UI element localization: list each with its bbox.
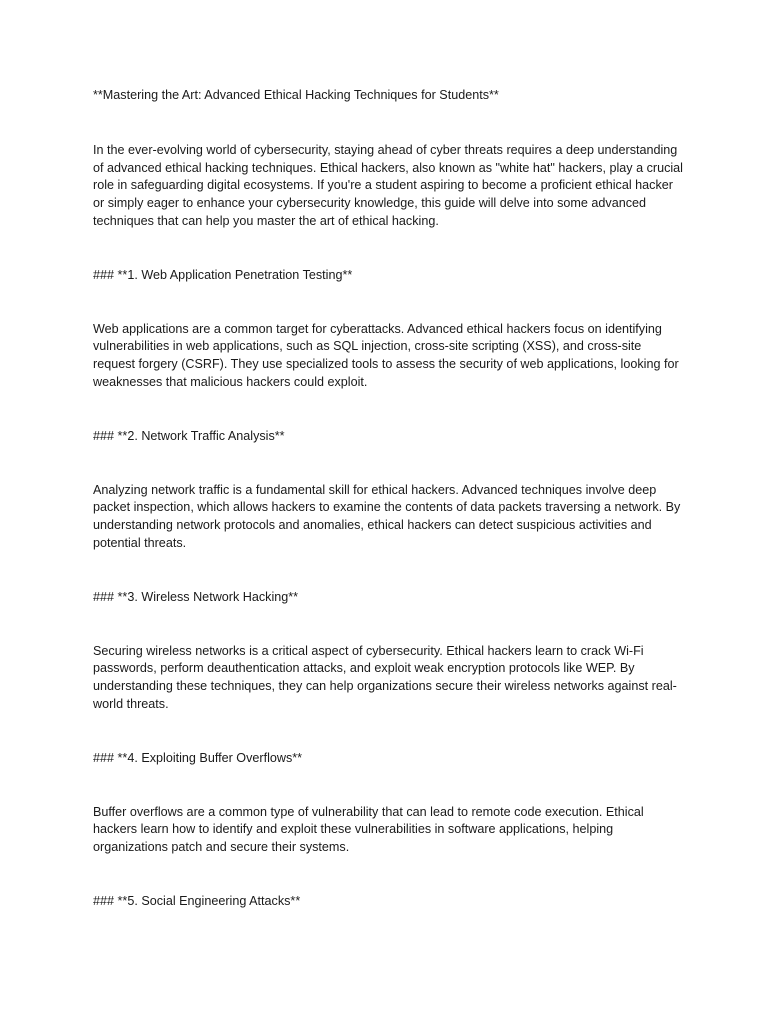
section-body-3: Securing wireless networks is a critical aspect of cybersecurity. Ethical hackers learn to crack Wi-Fi passwords, perform deauthentication attacks, and exploit weak encryption protocols like WEP. By understanding these techniques, they can help organizations secure their wireless networks against real-world threats. <box>93 643 677 711</box>
section-heading-1: ### **1. Web Application Penetration Testing** <box>93 267 353 282</box>
section-body-2: Analyzing network traffic is a fundamental skill for ethical hackers. Advanced techniques involve deep packet inspection, which allows hackers to examine the contents of data packets traversing a network. By understanding network protocols and anomalies, ethical hackers can detect suspicious activities and potential threats. <box>93 482 684 550</box>
section-heading-4: ### **4. Exploiting Buffer Overflows** <box>93 750 303 765</box>
document-body <box>93 87 687 947</box>
document-title: **Mastering the Art: Advanced Ethical Hacking Techniques for Students** <box>93 88 499 102</box>
section-body-1: Web applications are a common target for cyberattacks. Advanced ethical hackers focus on identifying vulnerabilities in web applications, such as SQL injection, cross-site scripting (XSS), and cross-site request forgery (CSRF). They use specialized tools to assess the security of web applications, looking for weaknesses that malicious hackers could exploit. <box>93 321 683 389</box>
section-heading-5: ### **5. Social Engineering Attacks** <box>93 893 301 908</box>
section-body-4: Buffer overflows are a common type of vulnerability that can lead to remote code execution. Ethical hackers learn how to identify and exploit these vulnerabilities in software applications, helping organizations patch and secure their systems. <box>93 804 648 855</box>
intro-paragraph: In the ever-evolving world of cybersecurity, staying ahead of cyber threats requires a deep understanding of advanced ethical hacking techniques. Ethical hackers, also known as "white hat" hackers, play a crucial role in safeguarding digital ecosystems. If you're a student aspiring to become a proficient ethical hacker or simply eager to enhance your cybersecurity knowledge, this guide will delve into some advanced techniques that can help you master the art of ethical hacking. <box>93 142 687 228</box>
section-heading-2: ### **2. Network Traffic Analysis** <box>93 428 285 443</box>
section-heading-3: ### **3. Wireless Network Hacking** <box>93 589 299 604</box>
